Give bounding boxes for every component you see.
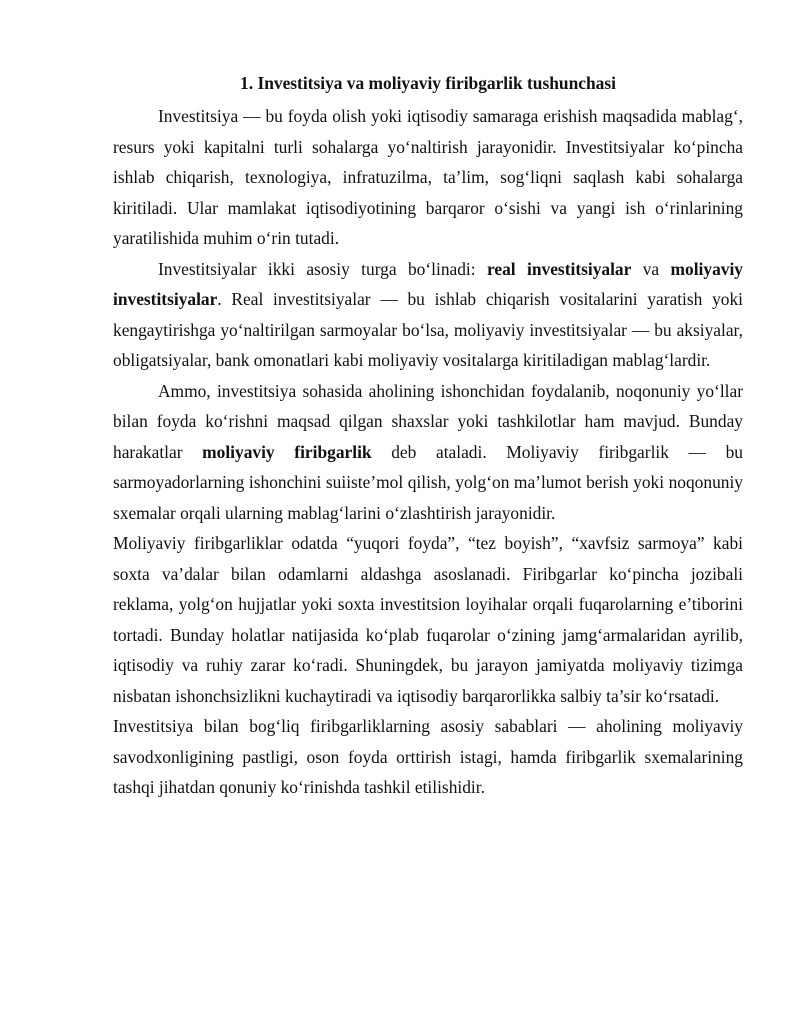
bold-term-financial-investments: moliyaviy investitsiyalar — [113, 258, 743, 309]
paragraph-financial-fraud — [113, 376, 743, 529]
bold-term-financial-fraud: moliyaviy firibgarlik — [202, 441, 372, 462]
paragraph-text: . Real investitsiyalar — bu ishlab chiqarish vositalarini yaratish yoki kengaytirishga yo‘naltirilgan sarmoyalar bo‘lsa, moliyaviy investitsiyalar — bu aksiyalar, obligatsiyalar, bank omonatlari kabi moliyaviy vositalarga kiritiladigan mablag‘lardir. — [113, 289, 743, 370]
paragraph-text: va — [631, 258, 671, 279]
paragraph-text: Ammo, investitsiya sohasida aholining ishonchidan foydalanib, noqonuniy yo‘llar bilan foyda ko‘rishni maqsad qilgan shaxslar yoki tashkilotlar ham mavjud. Bunday harakatlar — [113, 380, 743, 462]
section-heading: 1. Investitsiya va moliyaviy firibgarlik tushunchasi — [240, 73, 616, 93]
paragraph-investment-definition: Investitsiya — bu foyda olish yoki iqtisodiy samaraga erishish maqsadida mablag‘, resurs yoki kapitalni turli sohalarga yo‘naltirish jarayonidir. Investitsiyalar ko‘pincha ishlab chiqarish, texnologiya, infratuzilma, ta’lim, sog‘liqni saqlash kabi sohalarga kiritiladi. Ular mamlakat iqtisodiyotining barqaror o‘sishi va yangi ish o‘rinlarining yaratilishida muhim o‘rin tutadi. — [113, 106, 743, 248]
bold-term-real-investments: real investitsiyalar — [486, 258, 632, 279]
document-page — [113, 68, 743, 803]
paragraph-fraud-methods: Moliyaviy firibgarliklar odatda “yuqori foyda”, “tez boyish”, “xavfsiz sarmoya” kabi soxta va’dalar bilan odamlarni aldashga asoslanadi. Firibgarlar ko‘pincha jozibali reklama, yolg‘on hujjatlar yoki soxta investitsion loyihalar orqali fuqarolarning e’tiborini tortadi. Bunday holatlar natijasida ko‘plab fuqarolar o‘zining jamg‘armalaridan ayrilib, iqtisodiy va ruhiy zarar ko‘radi. Shuningdek, bu jarayon jamiyatda moliyaviy tizimga nisbatan ishonchsizlikni kuchaytiradi va iqtisodiy barqarorlikka salbiy ta’sir ko‘rsatadi. — [113, 533, 743, 706]
paragraph-text: Investitsiyalar ikki asosiy turga bo‘linadi: — [158, 258, 487, 279]
paragraph-text: deb ataladi. Moliyaviy firibgarlik — bu sarmoyadorlarning ishonchini suiiste’mol qilish, yolg‘on ma’lumot berish yoki noqonuniy sxemalar orqali ularning mablag‘larini o‘zlashtirish jarayonidir. — [113, 441, 744, 523]
paragraph-investment-types — [113, 254, 743, 376]
paragraph-fraud-causes: Investitsiya bilan bog‘liq firibgarliklarning asosiy sabablari — aholining moliyaviy savodxonligining pastligi, oson foyda orttirish istagi, hamda firibgarlik sxemalarining tashqi jihatdan qonuniy ko‘rinishda tashkil etilishidir. — [113, 716, 743, 797]
